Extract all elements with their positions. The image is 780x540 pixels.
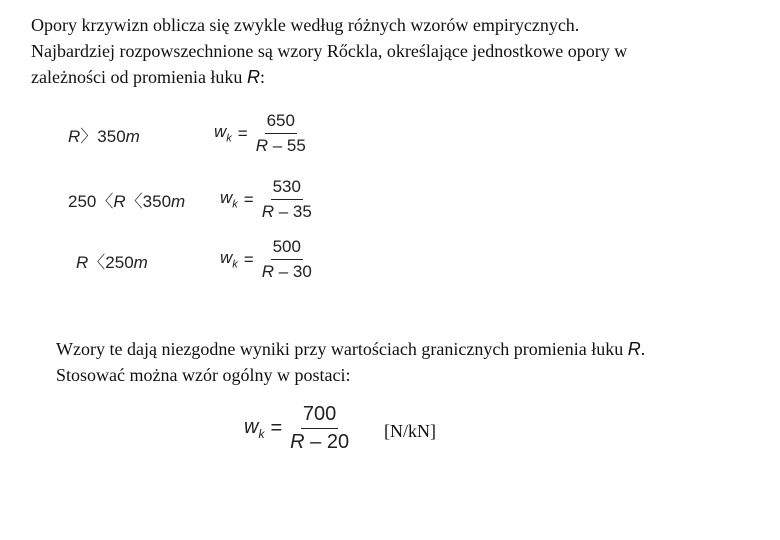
para2-line-2: Stosować można wzór ogólny w postaci: [56,365,351,385]
general-formula [244,403,349,454]
condition-3-unit: m [133,253,148,272]
formula-2-numerator: 530 [271,177,303,200]
formula-1-den-rest: – 55 [268,136,306,155]
condition-3 [76,248,148,273]
formula-3-w: w [220,248,233,268]
condition-1-unit: m [125,127,140,146]
general-formula-numerator: 700 [301,403,338,429]
formula-1-w: w [214,122,227,142]
formula-1-fraction [256,111,306,156]
formula-2-fraction [262,177,312,222]
formula-3-sub: k [232,258,238,271]
formula-3-lhs [220,248,238,270]
general-formula-den-rest: – 20 [304,431,350,453]
condition-2-var: R [113,192,126,211]
intro-radius-var: R [246,67,260,87]
formula-3-fraction [262,237,312,282]
formula-3-den-rest: – 30 [274,262,312,281]
formula-2-equals: = [243,189,254,209]
unit-label: [N/kN] [384,421,436,441]
condition-3-var: R [76,253,89,272]
formula-2-w: w [220,188,233,208]
intro-line-3-suffix: : [259,67,265,87]
condition-1-var: R [68,127,81,146]
para2-line-1-suffix: . [640,339,646,359]
condition-2-mid: 〈 [125,192,143,211]
formula-3-numerator: 500 [271,237,303,260]
condition-2 [68,187,185,212]
formula-3-den-var: R [261,262,274,281]
intro-paragraph [31,12,719,90]
general-formula-sub: k [258,427,265,441]
condition-3-right: 250 [105,253,134,272]
formula-2-lhs [220,188,238,210]
formula-1-equals: = [237,123,248,143]
intro-line-2: Najbardziej rozpowszechnione są wzory Rőckla, określające jednostkowe opory w [31,41,628,61]
formula-3-denominator [262,260,312,282]
general-formula-lhs [244,416,264,441]
para2-line-1-prefix: Wzory te dają niezgodne wyniki przy wartościach granicznych promienia łuku [56,339,628,359]
general-formula-equals: = [270,417,283,439]
condition-3-mid: 〈 [88,253,106,272]
condition-1-mid: 〉 [80,127,98,146]
general-formula-denominator [290,429,349,454]
formula-1-lhs [214,122,232,144]
formula-2-den-var: R [261,202,274,221]
general-formula-w: w [244,416,259,438]
formula-2 [220,177,312,222]
condition-2-left: 250〈 [68,192,114,211]
formula-2-den-rest: – 35 [274,202,312,221]
intro-line-3-prefix: zależności od promienia łuku [31,67,247,87]
intro-line-3 [31,64,719,90]
intro-line-1: Opory krzywizn oblicza się zwykle według różnych wzorów empirycznych. [31,15,580,35]
formula-1 [214,111,306,156]
general-formula-fraction [290,403,349,454]
formula-2-sub: k [232,198,238,211]
formula-1-sub: k [226,132,232,145]
para2-line-1 [56,336,736,362]
formula-1-numerator: 650 [265,111,297,134]
para2-radius-var: R [627,339,641,359]
condition-1 [68,122,140,147]
formula-1-denominator [256,134,306,156]
second-paragraph [56,336,736,388]
condition-2-right: 350 [142,192,172,211]
formula-1-den-var: R [255,136,268,155]
condition-2-unit: m [171,192,186,211]
formula-3-equals: = [243,249,254,269]
formula-2-denominator [262,200,312,222]
general-formula-den-var: R [290,431,305,453]
condition-1-right: 350 [97,127,126,146]
formula-3 [220,237,312,282]
